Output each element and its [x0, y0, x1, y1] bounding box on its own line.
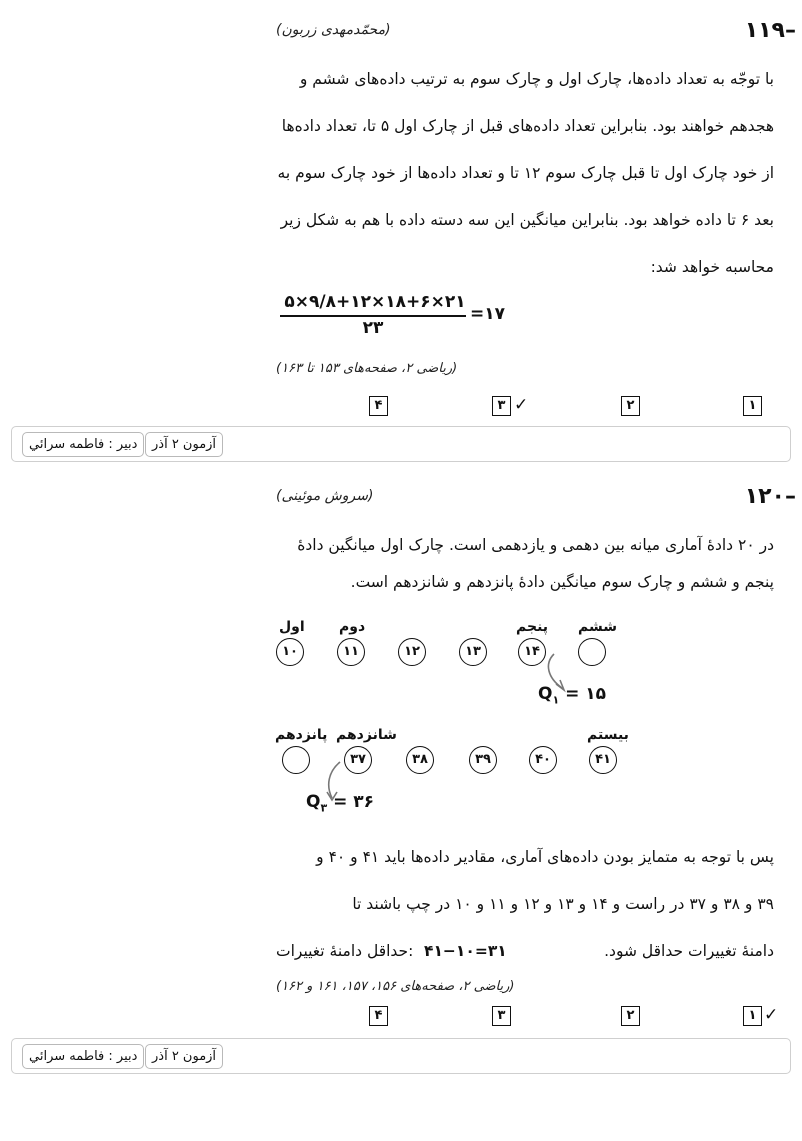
question-number: –۱۱۹ — [744, 18, 796, 43]
data-circle: ۳۹ — [469, 746, 497, 774]
text-line: از خود چارک اول تا قبل چارک سوم ۱۲ تا و تعداد داده‌ها از خود چارک سوم به — [277, 164, 774, 182]
formula-denominator: ۲۳ — [362, 318, 384, 338]
range-formula: ۴۱−۱۰=۳۱ — [424, 942, 507, 960]
q3-number: = ۳۶ — [327, 792, 375, 812]
label-fifth: پنجم — [516, 619, 549, 635]
label-sixteenth: شانزدهم — [336, 727, 397, 743]
label-sixth: ششم — [578, 619, 617, 635]
option-1[interactable]: ۱ — [743, 396, 762, 416]
last-line-text: دامنهٔ تغییرات حداقل شود. — [604, 942, 774, 960]
data-circle: ۴۱ — [589, 746, 617, 774]
option-2[interactable]: ۲ — [621, 1006, 640, 1026]
option-2[interactable]: ۲ — [621, 396, 640, 416]
author-name: (سروش موئینی) — [276, 488, 374, 504]
data-circle — [282, 746, 310, 774]
data-circle: ۱۰ — [276, 638, 304, 666]
label-fifteenth: پانزدهم — [275, 727, 328, 743]
data-circle: ۴۰ — [529, 746, 557, 774]
data-circle: ۳۷ — [344, 746, 372, 774]
teacher-tag: دبیر : فاطمه سرائي — [22, 1044, 144, 1069]
formula-numerator: ۵×۹/۸+۱۲×۱۸+۶×۲۱ — [284, 292, 466, 312]
author-name: (محمّدمهدی زربون) — [276, 22, 391, 38]
source-reference: (ریاضی ۲، صفحه‌های ۱۵۶، ۱۵۷، ۱۶۱ و ۱۶۲) — [276, 979, 515, 994]
text-line: بعد ۶ تا داده خواهد بود. بنابراین میانگین این سه دسته داده با هم به شکل زیر — [280, 211, 774, 229]
data-circle: ۱۳ — [459, 638, 487, 666]
text-line: در ۲۰ دادهٔ آماری میانه بین دهمی و یازدهمی است. چارک اول میانگین دادهٔ — [297, 536, 774, 554]
footer-bar — [11, 1038, 791, 1074]
footer-bar — [11, 426, 791, 462]
option-4[interactable]: ۴ — [369, 1006, 388, 1026]
solution-paragraph — [264, 56, 774, 291]
exam-tag: آزمون ۲ آذر — [145, 432, 223, 457]
q3-value — [306, 792, 374, 814]
text-line: هجدهم خواهند بود. بنابراین تعداد داده‌های قبل از چارک اول ۵ تا، تعداد داده‌ها — [281, 117, 774, 135]
formula-result: =۱۷ — [470, 304, 505, 324]
data-circle: ۳۸ — [406, 746, 434, 774]
q1-subscript: ۱ — [552, 693, 560, 707]
q3-subscript: ۳ — [320, 801, 328, 815]
correct-answer-check-icon: ✓ — [514, 395, 529, 415]
label-first: اول — [279, 619, 305, 635]
solution-paragraph — [264, 834, 774, 928]
label-twentieth: بیستم — [587, 727, 629, 743]
data-circle — [578, 638, 606, 666]
fraction-bar — [280, 315, 466, 317]
teacher-tag: دبیر : فاطمه سرائي — [22, 432, 144, 457]
text-line: ۳۹ و ۳۸ و ۳۷ در راست و ۱۴ و ۱۳ و ۱۲ و ۱۱ و ۱۰ در چپ باشند تا — [352, 895, 774, 913]
text-line: پس با توجه به متمایز بودن داده‌های آماری، مقادیر داده‌ها باید ۴۱ و ۴۰ و — [316, 848, 774, 866]
data-circle: ۱۴ — [518, 638, 546, 666]
option-3[interactable]: ۳ — [492, 1006, 511, 1026]
q1-value — [538, 684, 606, 706]
option-4[interactable]: ۴ — [369, 396, 388, 416]
range-label: :حداقل دامنهٔ تغییرات — [276, 942, 414, 960]
q3-symbol: Q — [306, 792, 321, 812]
data-circle: ۱۲ — [398, 638, 426, 666]
option-1[interactable]: ۱ — [743, 1006, 762, 1026]
text-line: پنجم و ششم و چارک سوم میانگین دادهٔ پانزدهم و شانزدهم است. — [350, 573, 774, 591]
q1-symbol: Q — [538, 684, 553, 704]
source-reference: (ریاضی ۲، صفحه‌های ۱۵۳ تا ۱۶۳) — [276, 361, 458, 376]
data-circle: ۱۱ — [337, 638, 365, 666]
question-number: –۱۲۰ — [744, 484, 796, 509]
text-line: محاسبه خواهد شد: — [650, 258, 774, 276]
option-3[interactable]: ۳ — [492, 396, 511, 416]
q1-number: = ۱۵ — [559, 684, 607, 704]
correct-answer-check-icon: ✓ — [764, 1005, 779, 1025]
exam-tag: آزمون ۲ آذر — [145, 1044, 223, 1069]
text-line: با توجّه به تعداد داده‌ها، چارک اول و چارک سوم به ترتیب داده‌های ششم و — [299, 70, 774, 88]
label-second: دوم — [339, 619, 366, 635]
problem-paragraph — [264, 522, 774, 596]
